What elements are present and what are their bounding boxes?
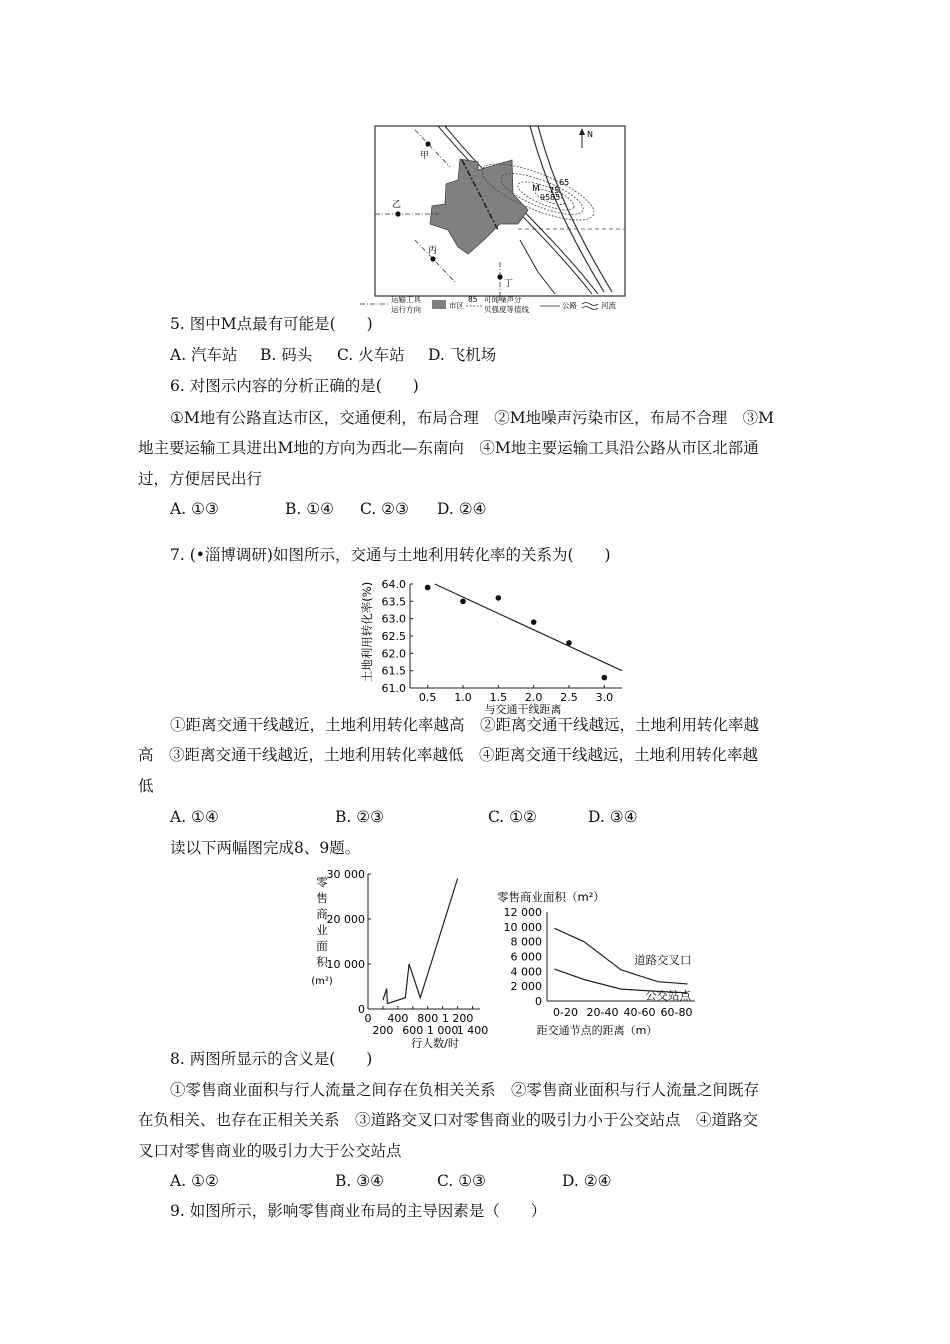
q5-option-d[interactable]: D. 飞机场	[428, 346, 497, 364]
q6-option-b[interactable]: B. ①④	[285, 500, 335, 518]
chart1-y-tick-label: 62.5	[381, 630, 406, 643]
q9-stem: 9. 如图所示，影响零售商业布局的主导因素是（ ）	[170, 1202, 547, 1220]
chart3-x-tick-label: 0-20	[553, 1006, 578, 1019]
svg-text:业: 业	[316, 923, 328, 937]
chart3-y-tick-label: 4 000	[510, 965, 542, 979]
legend-city-label: 市区	[449, 301, 464, 310]
contour-label-85: 85	[550, 193, 561, 202]
chart3-x-tick-label: 60-80	[660, 1006, 693, 1019]
chart3-y-tick-label: 10 000	[503, 920, 542, 934]
svg-text:可闻噪声分: 可闻噪声分	[484, 295, 522, 304]
chart1-y-tick-label: 63.5	[381, 595, 406, 609]
north-label: N	[587, 130, 593, 139]
chart1-ylabel: 土地利用转化率(%)	[360, 581, 374, 683]
chart3-series-label: 道路交叉口	[634, 952, 692, 967]
chart2-y-tick-label: 10 000	[326, 958, 365, 971]
chart3-xlabel: 距交通节点的距离（m）	[536, 1024, 658, 1037]
q8-body-line-1: ①零售商业面积与行人流量之间存在负相关关系 ②零售商业面积与行人流量之间既存	[170, 1081, 760, 1099]
q5-option-b[interactable]: B. 码头	[260, 346, 313, 364]
chart2-x-tick-label: 1 200	[441, 1012, 474, 1025]
river-bank	[538, 126, 612, 292]
q7-option-b[interactable]: B. ②③	[335, 808, 385, 826]
legend-noise-value: 85	[468, 295, 478, 304]
svg-text:运输工具: 运输工具	[391, 295, 421, 304]
svg-text:贝强度等值线: 贝强度等值线	[484, 305, 529, 314]
point-yi	[395, 211, 400, 216]
chart3-y-tick-label: 8 000	[510, 935, 542, 949]
chart1-x-tick-label: 1.5	[489, 691, 508, 704]
chart1-x-tick-label: 1.0	[454, 691, 472, 704]
chart1-point	[425, 585, 431, 591]
chart2-x-tick-label: 800	[417, 1012, 439, 1025]
svg-text:(m²): (m²)	[311, 976, 333, 987]
road-c	[520, 240, 555, 294]
chart3-series-label: 公交站点	[645, 988, 692, 1003]
svg-text:售: 售	[316, 891, 328, 905]
chart1-y-tick-label: 63.0	[381, 612, 406, 626]
point-bing	[430, 256, 435, 261]
chart2-x-tick-label: 1 400	[456, 1024, 489, 1037]
point-ding-label: 丁	[504, 279, 514, 289]
svg-text:商: 商	[316, 907, 328, 921]
q8-stem: 8. 两图所显示的含义是( )	[170, 1050, 373, 1068]
contour-label-65: 65	[559, 178, 570, 187]
chart3-x-tick-label: 40-60	[623, 1006, 656, 1019]
legend-river-label: 河流	[601, 301, 616, 310]
chart1-y-tick-label: 61.5	[381, 664, 406, 678]
q6-option-a[interactable]: A. ①③	[170, 500, 219, 518]
chart1-y-tick-label: 61.0	[381, 682, 406, 695]
map-legend	[360, 294, 616, 314]
chart2-y-tick-label: 20 000	[326, 913, 365, 926]
north-arrow-head	[579, 128, 585, 135]
chart1-y-tick-label: 64.0	[381, 578, 406, 591]
chart2-y-tick-label: 0	[358, 1003, 365, 1016]
chart2-x-tick-label: 1 000	[426, 1024, 459, 1037]
svg-text:运行方向: 运行方向	[391, 305, 421, 314]
q5-option-c[interactable]: C. 火车站	[337, 346, 405, 364]
chart1-point	[602, 675, 608, 681]
svg-text:面: 面	[316, 939, 328, 953]
q5-stem: 5. 图中M点最有可能是( )	[170, 315, 373, 333]
point-jia-label: 甲	[420, 151, 430, 161]
chart1-x-tick-label: 3.0	[595, 691, 614, 704]
chart1-y-tick-label: 62.0	[381, 647, 406, 661]
q7-body-line-3: 低	[138, 777, 154, 795]
q6-option-c[interactable]: C. ②③	[360, 500, 409, 518]
q7-option-d[interactable]: D. ③④	[588, 808, 638, 826]
chart2-y-tick-label: 30 000	[326, 868, 365, 881]
q8-body-line-2: 在负相关、也存在正相关关系 ③道路交叉口对零售商业的吸引力小于公交站点 ④道路交	[138, 1111, 759, 1129]
chart1-point	[460, 599, 466, 605]
svg-text:积: 积	[316, 955, 328, 969]
chart1-trend-line	[435, 584, 622, 671]
q7-body-line-2: 高 ③距离交通干线越近，土地利用转化率越低 ④距离交通干线越远，土地利用转化率越	[138, 746, 759, 764]
chart2-x-tick-label: 200	[372, 1024, 394, 1037]
chart3-title: 零售商业面积（m²）	[497, 890, 605, 904]
q8-option-a[interactable]: A. ①②	[170, 1172, 219, 1190]
intro-q8-q9: 读以下两幅图完成8、9题。	[170, 839, 361, 857]
chart2-series-line	[383, 879, 458, 1004]
chart3-x-tick-label: 20-40	[586, 1006, 619, 1019]
retail-pedestrian-line-chart	[300, 862, 500, 1052]
q6-stem: 6. 对图示内容的分析正确的是( )	[170, 377, 419, 395]
chart2-x-tick-label: 0	[364, 1012, 372, 1025]
chart3-y-tick-label: 12 000	[503, 906, 542, 919]
point-m-label: M	[532, 184, 540, 194]
chart1-point	[531, 619, 537, 625]
point-yi-label: 乙	[392, 200, 402, 210]
chart3-y-tick-label: 2 000	[510, 980, 542, 994]
chart1-x-tick-label: 2.5	[560, 691, 578, 704]
q8-option-c[interactable]: C. ①③	[437, 1172, 486, 1190]
q7-stem: 7. (•淄博调研)如图所示，交通与土地利用转化率的关系为( )	[170, 546, 611, 564]
chart1-x-tick-label: 0.5	[418, 691, 437, 704]
chart1-xlabel: 与交通干线距离	[484, 703, 562, 716]
q8-option-b[interactable]: B. ③④	[335, 1172, 385, 1190]
contour-label-75: 75	[549, 186, 560, 195]
svg-text:零: 零	[316, 875, 328, 889]
q8-body-line-3: 叉口对零售商业的吸引力大于公交站点	[138, 1142, 402, 1160]
chart1-x-tick-label: 2.0	[524, 691, 543, 704]
q6-option-d[interactable]: D. ②④	[437, 500, 487, 518]
q6-body-line-1: ①M地有公路直达市区，交通便利，布局合理 ②M地噪声污染市区，布局不合理 ③M	[170, 409, 775, 427]
chart2-x-tick-label: 400	[387, 1012, 409, 1025]
chart3-y-tick-label: 6 000	[510, 950, 542, 964]
point-bing-label: 丙	[428, 246, 438, 256]
q7-body-line-1: ①距离交通干线越近，土地利用转化率越高 ②距离交通干线越远，土地利用转化率越	[170, 716, 760, 734]
chart2-xlabel: 行人数/时	[411, 1037, 459, 1050]
point-ding	[497, 274, 502, 279]
contour-label-95: 95	[540, 193, 551, 202]
chart1-point	[566, 640, 572, 646]
q6-body-line-3: 过，方便居民出行	[138, 470, 263, 488]
q8-option-d[interactable]: D. ②④	[562, 1172, 612, 1190]
noise-map-figure	[360, 122, 650, 317]
q7-option-c[interactable]: C. ①②	[488, 808, 537, 826]
retail-distance-line-chart	[495, 887, 700, 1039]
q5-option-a[interactable]: A. 汽车站	[170, 346, 238, 364]
land-conversion-scatter-chart	[350, 572, 640, 717]
legend-road-label: 公路	[562, 301, 577, 310]
q6-body-line-2: 地主要运输工具进出M地的方向为西北—东南向 ④M地主要运输工具沿公路从市区北部通	[138, 439, 759, 457]
chart1-point	[496, 595, 502, 601]
chart3-y-tick-label: 0	[535, 995, 542, 1008]
q7-option-a[interactable]: A. ①④	[170, 808, 219, 826]
point-jia	[425, 141, 430, 146]
chart2-x-tick-label: 600	[402, 1024, 424, 1037]
